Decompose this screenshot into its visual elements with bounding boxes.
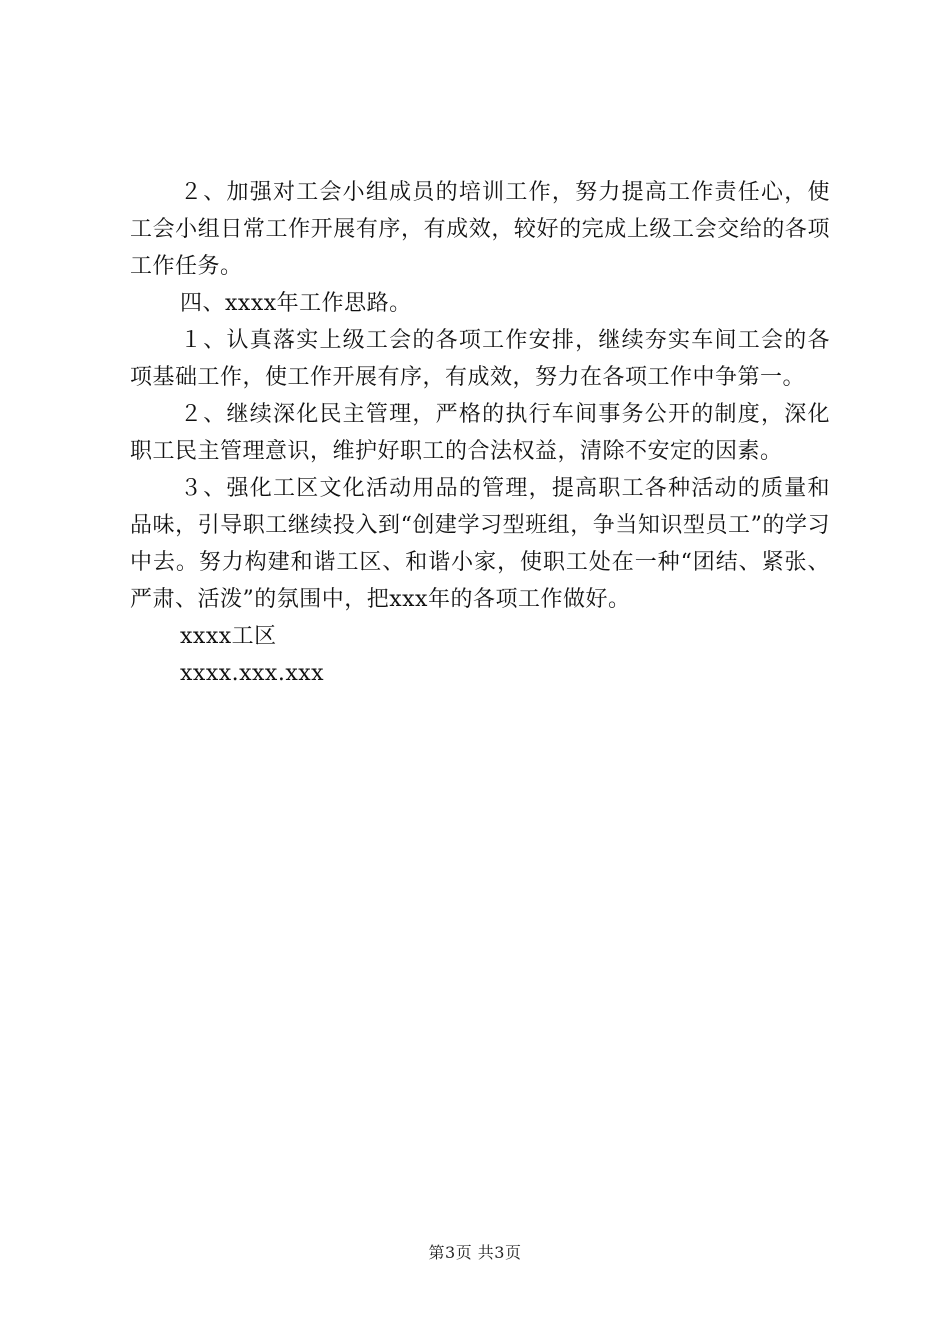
section-heading-work-plan: 四、xxxx年工作思路。 bbox=[180, 291, 412, 316]
page-footer: 第3页 共3页 bbox=[428, 1243, 522, 1262]
signature-date: xxxx.xxx.xxx bbox=[180, 661, 325, 686]
document-body bbox=[130, 174, 830, 692]
paragraph-plan-item-1: １、认真落实上级工会的各项工作安排，继续夯实车间工会的各项基础工作，使工作开展有序，有成效，努力在各项工作中争第一。 bbox=[130, 328, 830, 390]
signature-org: xxxx工区 bbox=[180, 624, 277, 649]
paragraph-plan-item-3: ３、强化工区文化活动用品的管理，提高职工各种活动的质量和品味，引导职工继续投入到“创建学习型班组，争当知识型员工”的学习中去。努力构建和谐工区、和谐小家，使职工处在一种“团结、紧张、严肃、活泼”的氛围中，把xxx年的各项工作做好。 bbox=[130, 476, 830, 612]
paragraph-training: ２、加强对工会小组成员的培训工作，努力提高工作责任心，使工会小组日常工作开展有序，有成效，较好的完成上级工会交给的各项工作任务。 bbox=[130, 180, 830, 279]
paragraph-plan-item-2: ２、继续深化民主管理，严格的执行车间事务公开的制度，深化职工民主管理意识，维护好职工的合法权益，清除不安定的因素。 bbox=[130, 402, 830, 464]
